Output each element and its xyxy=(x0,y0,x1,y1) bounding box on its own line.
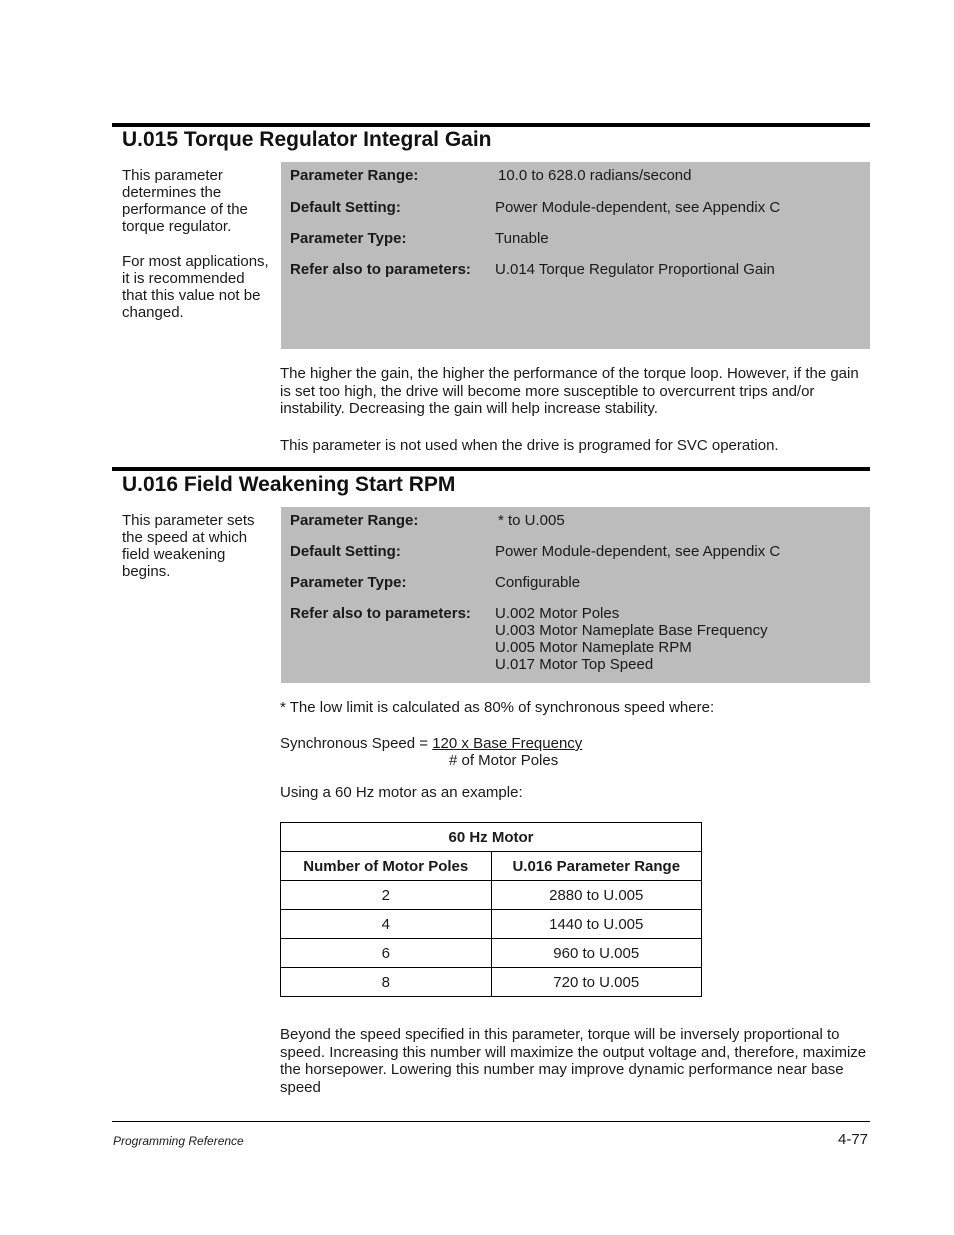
formula-label: Synchronous Speed = xyxy=(280,735,433,752)
table-title: 60 Hz Motor xyxy=(281,823,702,852)
sidebar-text: For most applications, it is recommended that this value not be changed. xyxy=(122,253,269,321)
body-paragraph: The higher the gain, the higher the performance of the torque loop. However, if the gain is set too high, the drive will become more susceptible to overcurrent trips and/or instability. Decreasing the gain will help increase stability. xyxy=(280,365,859,417)
table-title-row xyxy=(281,823,702,852)
table-cell: 2880 to U.005 xyxy=(491,881,702,910)
table-cell: 4 xyxy=(281,910,492,939)
motor-table xyxy=(280,822,702,997)
param-value: Configurable xyxy=(495,574,581,591)
param-value: U.014 Torque Regulator Proportional Gain xyxy=(495,261,775,278)
table-cell: 960 to U.005 xyxy=(491,939,702,968)
table-cell: 6 xyxy=(281,939,492,968)
sidebar-text: This parameter sets the speed at which field weakening begins. xyxy=(122,512,255,580)
formula xyxy=(280,735,872,753)
table-row xyxy=(281,881,702,910)
body-paragraph: This parameter is not used when the drive is programed for SVC operation. xyxy=(280,436,779,454)
column-header: Number of Motor Poles xyxy=(281,852,492,881)
param-value: U.005 Motor Nameplate RPM xyxy=(495,639,692,656)
param-label: Refer also to parameters: xyxy=(290,605,471,622)
table-row xyxy=(281,910,702,939)
section-title: U.015 Torque Regulator Integral Gain xyxy=(122,128,492,151)
footer-title: Programming Reference xyxy=(113,1134,244,1148)
param-label: Default Setting: xyxy=(290,199,401,216)
param-label: Refer also to parameters: xyxy=(290,261,471,278)
formula-denominator: # of Motor Poles xyxy=(449,752,559,769)
table-row xyxy=(281,939,702,968)
param-value: Tunable xyxy=(495,230,549,247)
section-sidebar xyxy=(122,512,272,598)
note-text: * The low limit is calculated as 80% of synchronous speed where: xyxy=(280,699,715,716)
param-label: Default Setting: xyxy=(290,543,401,560)
table-cell: 1440 to U.005 xyxy=(491,910,702,939)
section-sidebar xyxy=(122,167,272,339)
section-body xyxy=(280,365,872,454)
table-cell: 2 xyxy=(281,881,492,910)
section-rule xyxy=(112,467,870,471)
param-value: 10.0 to 628.0 radians/second xyxy=(498,167,692,184)
footer-rule xyxy=(112,1121,870,1122)
column-header: U.016 Parameter Range xyxy=(491,852,702,881)
parameter-box xyxy=(281,162,870,349)
param-value: U.017 Motor Top Speed xyxy=(495,656,654,673)
table-header-row xyxy=(281,852,702,881)
param-label: Parameter Range: xyxy=(290,512,419,529)
table-row xyxy=(281,968,702,997)
section-rule xyxy=(112,123,870,127)
param-label: Parameter Range: xyxy=(290,167,419,184)
param-value: U.003 Motor Nameplate Base Frequency xyxy=(495,622,768,639)
sidebar-text: This parameter determines the performance of the torque regulator. xyxy=(122,167,248,235)
example-intro: Using a 60 Hz motor as an example: xyxy=(280,784,523,801)
table-cell: 8 xyxy=(281,968,492,997)
section-title: U.016 Field Weakening Start RPM xyxy=(122,473,456,496)
table-cell: 720 to U.005 xyxy=(491,968,702,997)
param-value: Power Module-dependent, see Appendix C xyxy=(495,199,781,216)
param-value: * to U.005 xyxy=(498,512,565,529)
page-number: 4-77 xyxy=(838,1131,869,1148)
parameter-box xyxy=(281,507,870,683)
param-label: Parameter Type: xyxy=(290,230,407,247)
param-value-list xyxy=(495,605,768,673)
param-value: U.002 Motor Poles xyxy=(495,605,620,622)
closing-paragraph: Beyond the speed specified in this parameter, torque will be inversely proportional to speed. Increasing this number will maximize the output voltage and, therefore, maximize the horsepower. Lowering this number may improve dynamic performance near base speed xyxy=(280,1026,867,1096)
param-label: Parameter Type: xyxy=(290,574,407,591)
param-value: Power Module-dependent, see Appendix C xyxy=(495,543,781,560)
formula-numerator: 120 x Base Frequency xyxy=(432,735,583,752)
